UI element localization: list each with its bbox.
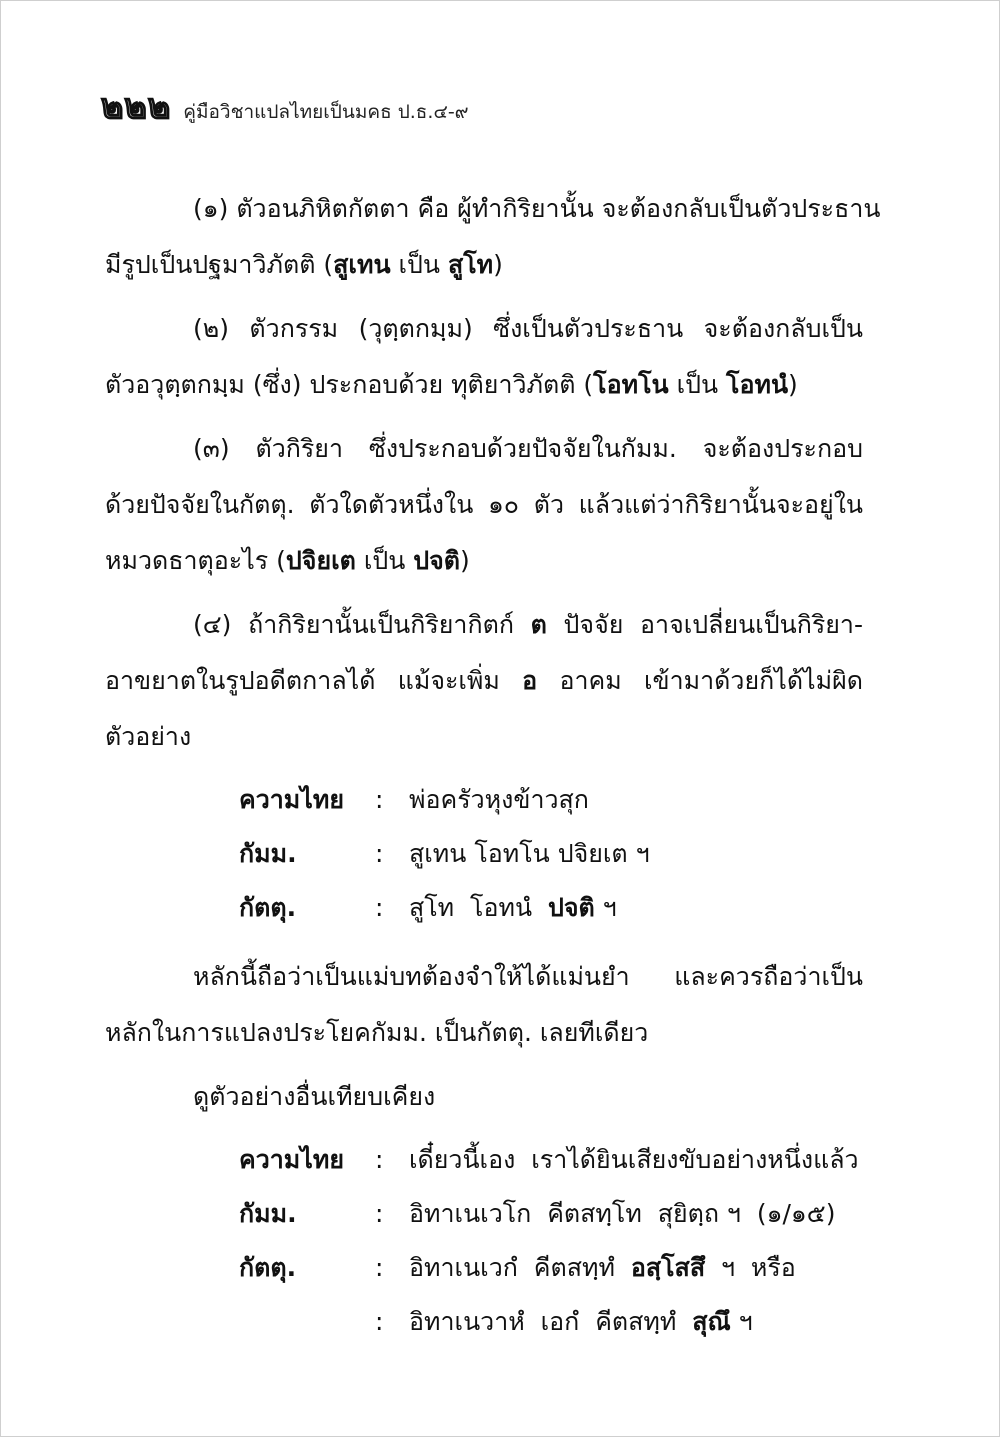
paragraph-1 [105, 181, 881, 293]
page-header [101, 79, 469, 133]
example-text [409, 881, 617, 935]
bold-term: สูโท [447, 250, 494, 279]
paragraph-line: ดูตัวอย่างอื่นเทียบเคียง [193, 1082, 436, 1111]
example-label: กัตตุ. [239, 1253, 297, 1282]
bold-term: โอทโน [593, 370, 669, 399]
paragraph-line: ด้วยปัจจัยในกัตตุ. ตัวใดตัวหนึ่งใน ๑๐ ตัว แล้วแต่ว่ากิริยานั้นจะอยู่ใน [105, 490, 863, 519]
example-label [239, 1295, 375, 1349]
page-body [105, 181, 881, 1363]
example-colon: : [375, 1307, 384, 1336]
example-label: กัมม. [239, 839, 297, 868]
example-text [409, 773, 589, 827]
book-title: คู่มือวิชาแปลไทยเป็นมคธ ป.ธ.๔-๙ [183, 101, 469, 123]
paragraph-4 [105, 597, 863, 765]
example-label: ความไทย [239, 1145, 344, 1174]
example-block-1 [105, 773, 863, 935]
paragraph-6 [105, 1069, 863, 1125]
example-text [409, 1295, 753, 1349]
example-colon: : [375, 785, 384, 814]
text-run: (๔) ถ้ากิริยานั้นเป็นกิริยากิตก์ [193, 610, 531, 639]
example-colon: : [375, 839, 384, 868]
paragraph-line: หลักนี้ถือว่าเป็นแม่บทต้องจำให้ได้แม่นยำ และควรถือว่าเป็น [193, 962, 863, 991]
text-run: สูเทน โอทโน ปจิยเต ฯ [409, 839, 650, 868]
text-run: เดี๋ยวนี้เอง เราได้ยินเสียงขับอย่างหนึ่งแล้ว [409, 1145, 859, 1174]
example-label: กัตตุ. [239, 893, 297, 922]
example-label: ความไทย [239, 785, 344, 814]
paragraph-line [105, 653, 863, 709]
example-colon: : [375, 1145, 384, 1174]
text-run: ) [788, 370, 798, 399]
paragraph-line: (๒) ตัวกรรม (วุตฺตกมฺม) ซึ่งเป็นตัวประธาน จะต้องกลับเป็น [193, 314, 863, 343]
bold-term: ปจติ [413, 546, 461, 575]
paragraph-line: (๓) ตัวกิริยา ซึ่งประกอบด้วยปัจจัยในกัมม. จะต้องประกอบ [193, 434, 863, 463]
bold-term: โอทนํ [726, 370, 789, 399]
text-run: สูโท โอทนํ [409, 893, 548, 922]
paragraph-line [105, 533, 863, 589]
example-row [105, 881, 863, 935]
text-run: ) [493, 250, 503, 279]
text-run: อาขยาตในรูปอดีตกาลได้ แม้จะเพิ่ม [105, 666, 523, 695]
paragraph-2 [105, 301, 863, 413]
paragraph-5 [105, 949, 863, 1061]
example-text [409, 1133, 859, 1187]
text-run: ) [460, 546, 470, 575]
text-run: อิทาเนเวกํ คีตสทฺทํ [409, 1253, 631, 1282]
text-run: ตัวอวุตฺตกมฺม (ซึ่ง) ประกอบด้วย ทุติยาวิภัตติ ( [105, 370, 594, 399]
example-label: กัมม. [239, 1199, 297, 1228]
bold-term: อสฺโสสึ [630, 1253, 706, 1282]
text-run: ฯ [594, 893, 617, 922]
bold-term: ต [530, 610, 547, 639]
example-text [409, 1187, 835, 1241]
example-text [409, 827, 650, 881]
example-row [105, 1241, 863, 1295]
paragraph-line [105, 597, 863, 653]
bold-term: สูเทน [333, 250, 391, 279]
text-run: มีรูปเป็นปฐมาวิภัตติ ( [105, 250, 334, 279]
text-run: อิทาเนวาหํ เอกํ คีตสทฺทํ [409, 1307, 693, 1336]
example-text [409, 1241, 796, 1295]
bold-term: สุณึ [692, 1307, 731, 1336]
text-run: เป็น [668, 370, 727, 399]
paragraph-line: หลักในการแปลงประโยคกัมม. เป็นกัตตุ. เลยทีเดียว [105, 1018, 649, 1047]
paragraph-line [105, 357, 863, 413]
text-run: หมวดธาตุอะไร ( [105, 546, 286, 575]
example-block-2 [105, 1133, 863, 1349]
example-row [105, 1295, 863, 1349]
text-run: ฯ [730, 1307, 753, 1336]
example-row [105, 1133, 863, 1187]
example-row [105, 1187, 863, 1241]
example-colon: : [375, 1253, 384, 1282]
text-run: ฯ หรือ [705, 1253, 796, 1282]
bold-term: อ [522, 666, 538, 695]
example-colon: : [375, 1199, 384, 1228]
page-number: ๒๒๒ [101, 87, 172, 127]
text-run: เป็น [390, 250, 448, 279]
text-run: ปัจจัย อาจเปลี่ยนเป็นกิริยา- [546, 610, 863, 639]
bold-term: ปจิยเต [285, 546, 356, 575]
example-row [105, 773, 863, 827]
text-run: พ่อครัวหุงข้าวสุก [409, 785, 589, 814]
text-run: อาคม เข้ามาด้วยก็ได้ไม่ผิด [537, 666, 863, 695]
example-colon: : [375, 893, 384, 922]
paragraph-3 [105, 421, 863, 589]
paragraph-line: ตัวอย่าง [105, 722, 192, 751]
paragraph-line [105, 237, 863, 293]
example-row [105, 827, 863, 881]
bold-term: ปจติ [547, 893, 595, 922]
text-run: เป็น [355, 546, 414, 575]
text-run: อิทาเนเวโก คีตสทฺโท สุยิตฺถ ฯ (๑/๑๕) [409, 1199, 836, 1228]
paragraph-line: (๑) ตัวอนภิหิตกัตตา คือ ผู้ทำกิริยานั้น จะต้องกลับเป็นตัวประธาน [193, 194, 881, 223]
